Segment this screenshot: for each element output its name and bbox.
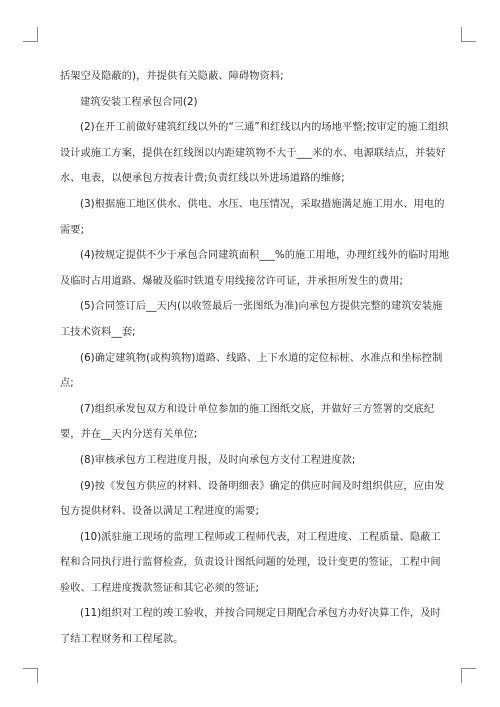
clause-11: (11)组织对工程的竣工验收，并按合同规定日期配合承包方办好决算工作，及时了结工程财务和工程尾款。 <box>60 608 441 646</box>
crop-mark-bottom-left <box>23 668 38 683</box>
paragraph-continuation: 括架空及隐蔽的)，并提供有关隐蔽、障碍物资料; <box>60 71 284 82</box>
clause-3: (3)根据施工地区供水、供电、水压、电压情况，采取措施满足施工用水、用电的需要; <box>60 198 445 236</box>
section-heading: 建筑安装工程承包合同(2) <box>80 96 198 108</box>
clause-2: (2)在开工前做好建筑红线以外的“三通”和红线以内的场地平整;按审定的施工组织设计或施工方案，提供在红线图以内距建筑物不大于___米的水、电源联结点，并装好水、电表，以便承包方按表计费;负责红线以外进场道路的维修; <box>60 122 449 185</box>
clause-10: (10)派驻施工现场的监理工程师或工程师代表，对工程进度、工程质量、隐蔽工程和合同执行进行监督检查，负责设计图纸问题的处理，设计变更的签证，工程中间验收、工程进度拨款签证和其它必须的签证; <box>60 531 441 594</box>
clause-5: (5)合同签订后__天内(以收签最后一张图纸为准)向承包方提供完整的建筑安装施工技术资料__套; <box>60 301 443 338</box>
crop-mark-top-left <box>23 27 38 42</box>
crop-mark-bottom-right <box>461 668 476 683</box>
clause-4: (4)按规定提供不少于承包合同建筑面积___%的施工用地，办理红线外的临时用地及临时占用道路、爆破及临时铁道专用线接岔许可证，并承担所发生的费用; <box>60 250 450 287</box>
crop-mark-top-right <box>461 27 476 42</box>
clause-7: (7)组织承发包双方和设计单位参加的施工图纸交底，并做好三方签署的交底纪要，并在__天内分送有关单位; <box>60 403 435 441</box>
document-body <box>60 64 450 653</box>
clause-9: (9)按《发包方供应的材料、设备明细表》确定的供应时间及时组织供应，应由发包方提供材料、设备以满足工程进度的需要; <box>60 480 445 518</box>
clause-6: (6)确定建筑物(或构筑物)道路、线路、上下水道的定位标桩、水准点和坐标控制点; <box>60 352 443 390</box>
clause-8: (8)审核承包方工程进度月报，及时向承包方支付工程进度款; <box>80 454 356 466</box>
